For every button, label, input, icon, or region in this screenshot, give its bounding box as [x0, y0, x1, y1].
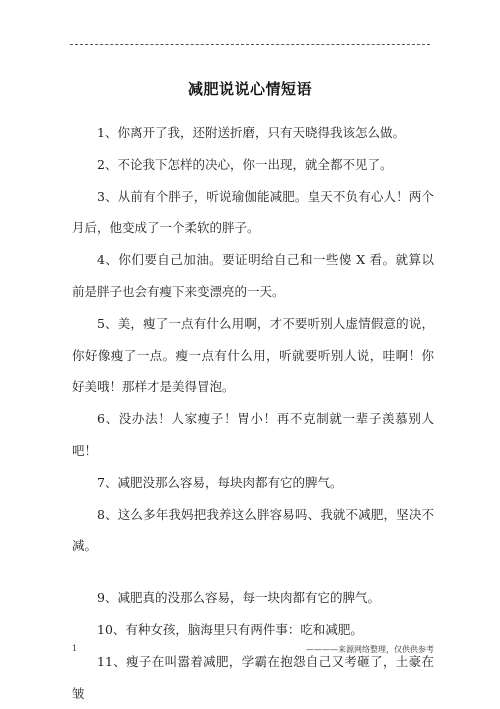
- paragraph-8: 8、这么多年我妈把我养这么胖容易吗、我就不减肥，坚决不减。: [72, 506, 434, 554]
- paragraph-1: 1、你离开了我，还附送折磨，只有天晓得我该怎么做。: [97, 125, 405, 140]
- paragraph-10: 10、有种女孩，脑海里只有两件事：吃和减肥。: [97, 621, 363, 637]
- paragraph-11: 11、瘦子在叫嚣着减肥，学霸在抱怨自己又考砸了，土豪在皱: [72, 653, 434, 701]
- page-number: 1: [72, 644, 78, 653]
- paragraph-4: 4、你们要自己加油。要证明给自己和一些傻 X 看。就算以前是胖子也会有瘦下来变漂亮的一天。: [72, 252, 434, 299]
- paragraph-6: 6、没办法！人家瘦子！胃小！再不克制就一辈子羡慕别人吧！: [72, 411, 434, 458]
- source-note: ————来源网络整理，仅供供参考: [306, 645, 434, 654]
- paragraph-5: 5、美，瘦了一点有什么用啊，才不要听别人虚情假意的说，你好像瘦了一点。瘦一点有什么用，听就要听别人说，哇啊！你好美哦！那样才是美得冒泡。: [72, 315, 434, 395]
- paragraph-7: 7、减肥没那么容易，每块肉都有它的脾气。: [97, 474, 343, 490]
- document-body: [72, 117, 434, 709]
- header-dashed-rule: [70, 44, 430, 45]
- paragraph-gap: [72, 562, 434, 582]
- paragraph-3: 3、从前有个胖子，听说瑜伽能减肥。皇天不负有心人！两个月后，他变成了一个柔软的胖子。: [72, 188, 434, 236]
- paragraph-2: 2、不论我下怎样的决心，你一出现，就全都不见了。: [97, 156, 393, 172]
- paragraph-9: 9、减肥真的没那么容易，每一块肉都有它的脾气。: [97, 590, 380, 606]
- document-title: 减肥说说心情短语: [187, 80, 312, 98]
